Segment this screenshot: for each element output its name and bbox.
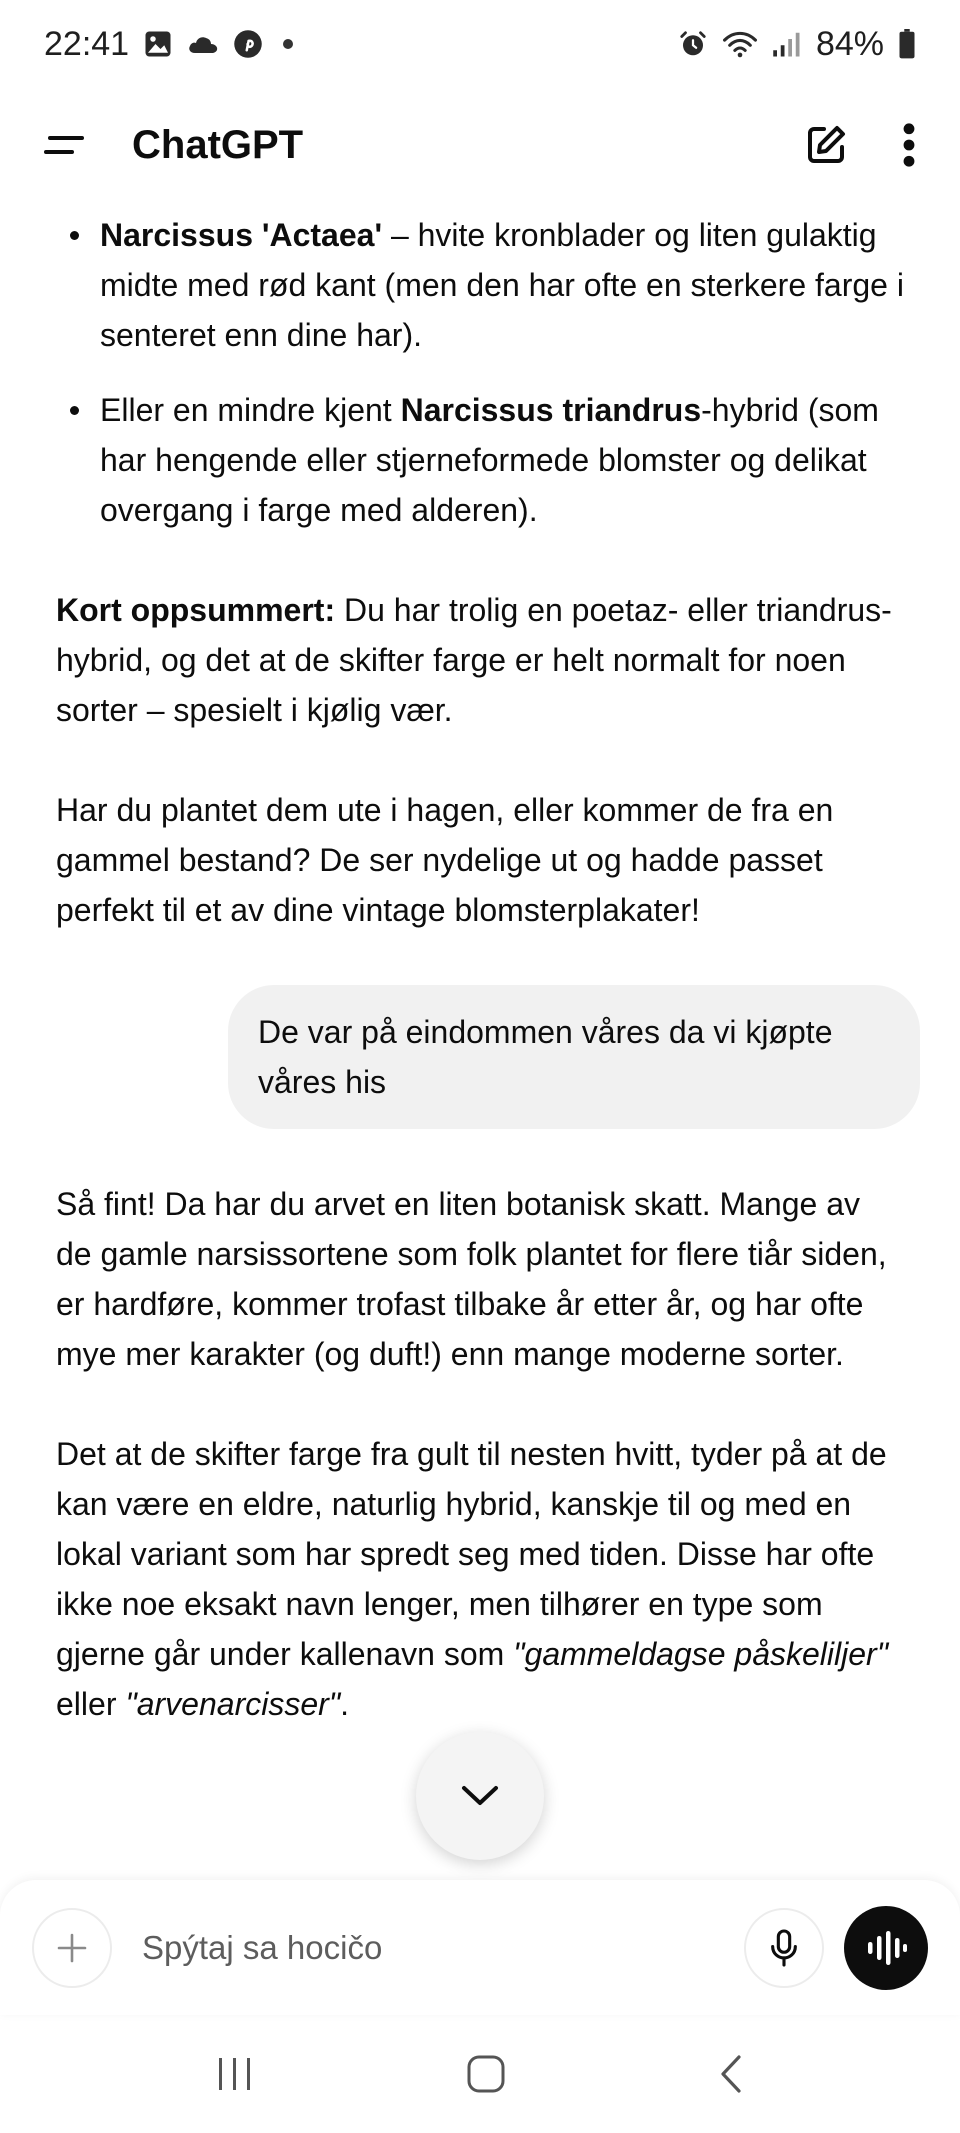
plus-button[interactable] xyxy=(32,1908,112,1988)
list-item xyxy=(56,210,904,360)
composer-bar xyxy=(0,1880,960,2015)
assistant-reply-paragraph xyxy=(56,1429,904,1729)
plus-icon xyxy=(55,1931,89,1965)
signal-icon xyxy=(772,30,802,58)
reply-text: . xyxy=(340,1686,350,1722)
bullet-text: -hybrid (som har hengende eller stjerneformede blomster og delikat overgang i farge med alderen). xyxy=(100,392,879,528)
bullet-list xyxy=(56,210,904,535)
status-bar xyxy=(0,0,960,88)
edit-icon[interactable] xyxy=(802,121,850,169)
chevron-down-icon xyxy=(460,1784,500,1808)
reply-italic: "gammeldagse påskeliljer" xyxy=(513,1636,889,1672)
dot-icon xyxy=(283,39,293,49)
cloud-icon xyxy=(187,31,219,57)
bullet-bold: Narcissus 'Actaea' xyxy=(100,217,383,253)
status-right xyxy=(678,25,916,64)
battery-percent: 84% xyxy=(815,24,884,63)
menu-icon[interactable] xyxy=(44,130,88,160)
voice-waveform-icon xyxy=(864,1928,908,1968)
reply-italic: "arvenarcisser" xyxy=(125,1686,341,1722)
user-message-row xyxy=(56,985,920,1129)
battery-icon xyxy=(898,29,916,59)
scroll-down-button[interactable] xyxy=(416,1732,544,1860)
user-message-bubble: De var på eindommen våres da vi kjøpte våres his xyxy=(228,985,920,1129)
app-header xyxy=(0,100,960,190)
mic-button[interactable] xyxy=(744,1908,824,1988)
bullet-text: – hvite kronblader og liten gulaktig midte med rød kant (men den har ofte en sterkere farge i senteret enn dine har). xyxy=(100,217,904,353)
assistant-reply-paragraph: Så fint! Da har du arvet en liten botanisk skatt. Mange av de gamle narsissortene som folk plantet for flere tiår siden, er hardføre, kommer trofast tilbake år etter år, og har ofte mye mer karakter (og duft!) enn mange moderne sorter. xyxy=(56,1186,887,1372)
chat-thread xyxy=(0,210,960,1880)
more-vertical-icon[interactable] xyxy=(902,122,916,168)
system-nav-bar xyxy=(0,2015,960,2133)
header-actions xyxy=(802,121,916,169)
status-left xyxy=(44,25,293,64)
reply-text: Det at de skifter farge fra gult til nesten hvitt, tyder på at de kan være en eldre, naturlig hybrid, kanskje til og med en lokal variant som har spredt seg med tiden. Disse har ofte ikke noe eksakt navn lenger, men tilhører en type som gjerne går under kallenavn som xyxy=(56,1436,887,1672)
bullet-bold: Narcissus triandrus xyxy=(400,392,702,428)
summary-text: Du har trolig en poetaz- eller triandrus-hybrid, og det at de skifter farge er helt normalt for noen sorter – spesielt i kjølig vær. xyxy=(56,592,892,728)
bullet-text: Eller en mindre kjent xyxy=(100,392,401,428)
gallery-icon xyxy=(143,29,173,59)
home-icon[interactable] xyxy=(466,2054,506,2094)
app-title: ChatGPT xyxy=(132,122,304,167)
recents-icon[interactable] xyxy=(215,2056,255,2092)
pinterest-icon xyxy=(233,29,263,59)
voice-mode-button[interactable] xyxy=(844,1906,928,1990)
alarm-icon xyxy=(678,29,708,59)
status-time: 22:41 xyxy=(44,24,130,63)
wifi-icon xyxy=(722,29,758,59)
list-item xyxy=(56,385,904,535)
question-paragraph: Har du plantet dem ute i hagen, eller kommer de fra en gammel bestand? De ser nydelige ut og hadde passet perfekt til et av dine vintage blomsterplakater! xyxy=(56,792,834,928)
summary-label: Kort oppsummert: xyxy=(56,592,336,628)
mic-icon xyxy=(767,1928,801,1968)
back-icon[interactable] xyxy=(717,2053,745,2095)
summary-paragraph xyxy=(56,585,904,735)
prompt-input[interactable] xyxy=(142,1929,744,1967)
reply-text: eller xyxy=(56,1686,126,1722)
